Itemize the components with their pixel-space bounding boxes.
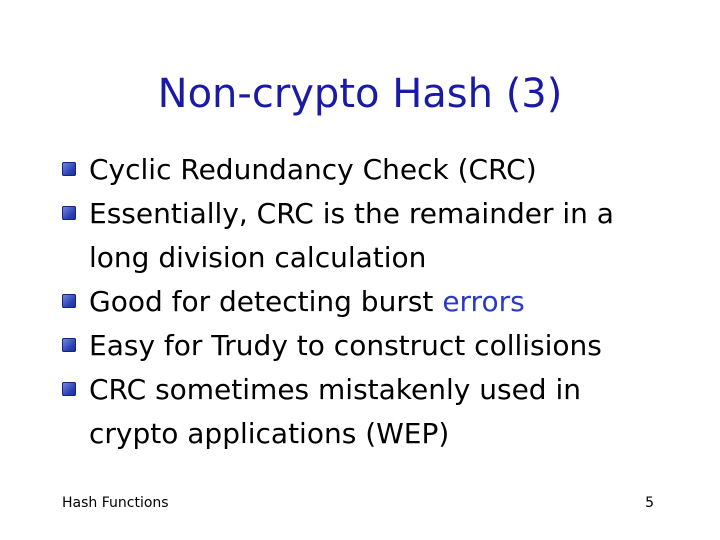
bullet-text-continued: long division calculation — [89, 241, 427, 274]
bullet-item — [62, 368, 702, 456]
bullet-text: CRC sometimes mistakenly used in — [89, 373, 582, 406]
square-bullet-icon — [62, 294, 76, 308]
footer-title: Hash Functions — [62, 495, 169, 511]
bullet-text: Easy for Trudy to construct collisions — [89, 329, 602, 362]
square-bullet-icon — [62, 206, 76, 220]
bullet-item — [62, 148, 702, 192]
highlighted-word: errors — [442, 285, 525, 318]
page-number: 5 — [645, 495, 654, 511]
bullet-text: Cyclic Redundancy Check (CRC) — [89, 153, 537, 186]
bullet-text-with-highlight — [89, 280, 702, 324]
bullet-item — [62, 192, 702, 280]
bullet-text-continued: crypto applications (WEP) — [89, 417, 450, 450]
bullet-text: Essentially, CRC is the remainder in a — [89, 197, 614, 230]
bullet-item — [62, 324, 702, 368]
slide-title: Non-crypto Hash (3) — [157, 71, 563, 117]
square-bullet-icon — [62, 162, 76, 176]
bullet-list — [62, 148, 702, 456]
bullet-text: Good for detecting burst — [89, 285, 443, 318]
square-bullet-icon — [62, 382, 76, 396]
square-bullet-icon — [62, 338, 76, 352]
bullet-item — [62, 280, 702, 324]
